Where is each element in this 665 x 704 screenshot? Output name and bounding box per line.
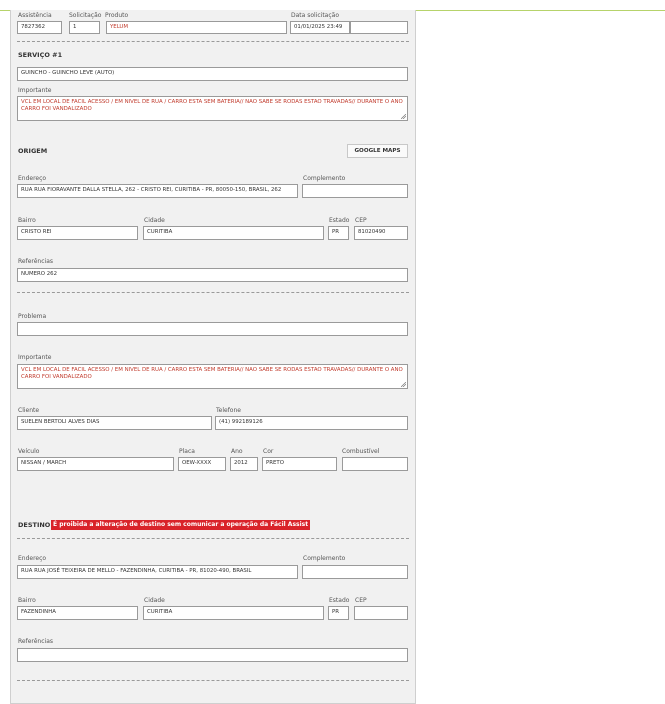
combustivel-field[interactable] <box>342 457 408 471</box>
data-solicitacao-label: Data solicitação <box>291 12 340 19</box>
servico-importante-label: Importante <box>18 87 52 94</box>
ano-label: Ano <box>231 448 243 455</box>
combustivel-label: Combustível <box>342 448 380 455</box>
destino-bairro-field[interactable]: FAZENDINHA <box>17 606 138 620</box>
destino-complemento-field[interactable] <box>302 565 408 579</box>
destino-complemento-label: Complemento <box>303 555 346 562</box>
destino-cep-label: CEP <box>355 597 367 604</box>
assistencia-field[interactable]: 7827362 <box>17 21 62 34</box>
service-form-panel <box>10 10 416 704</box>
produto-field[interactable]: YELUM <box>106 21 287 34</box>
origem-bairro-field[interactable]: CRISTO REI <box>17 226 138 240</box>
origem-endereco-field[interactable]: RUA RUA FIORAVANTE DALLA STELLA, 262 - CRISTO REI, CURITIBA - PR, 80050-150, BRASIL, 262 <box>17 184 298 198</box>
destino-referencias-field[interactable] <box>17 648 408 662</box>
origem-estado-label: Estado <box>329 217 350 224</box>
importante-label: Importante <box>18 354 52 361</box>
hora-field[interactable] <box>350 21 408 34</box>
solicitacao-field[interactable]: 1 <box>69 21 100 34</box>
cor-label: Cor <box>263 448 274 455</box>
placa-label: Placa <box>179 448 195 455</box>
origem-title: ORIGEM <box>18 147 48 155</box>
destino-cep-field[interactable] <box>354 606 408 620</box>
veiculo-label: Veículo <box>18 448 40 455</box>
servico-title: SERVIÇO #1 <box>18 51 63 59</box>
origem-cidade-label: Cidade <box>144 217 165 224</box>
destino-estado-label: Estado <box>329 597 350 604</box>
problema-field[interactable] <box>17 322 408 336</box>
cliente-label: Cliente <box>18 407 40 414</box>
destino-estado-field[interactable]: PR <box>328 606 349 620</box>
destino-endereco-field[interactable]: RUA RUA JOSÉ TEIXEIRA DE MELLO - FAZENDINHA, CURITIBA - PR, 81020-490, BRASIL <box>17 565 298 579</box>
resize-grip-icon[interactable] <box>401 382 406 387</box>
destino-referencias-label: Referências <box>18 638 53 645</box>
importante-textarea[interactable] <box>17 364 408 389</box>
problema-label: Problema <box>18 313 47 320</box>
origem-bairro-label: Bairro <box>18 217 36 224</box>
origem-cidade-field[interactable]: CURITIBA <box>143 226 324 240</box>
solicitacao-label: Solicitação <box>69 12 102 19</box>
importante-text: VCL EM LOCAL DE FACIL ACESSO / EM NIVEL DE RUA / CARRO ESTA SEM BATERIA// NAO SABE SE RODAS ESTAO TRAVADAS// DURANTE O ANO CARRO FOI VANDALIZADO <box>21 367 403 380</box>
data-solicitacao-field[interactable]: 01/01/2025 23:49 <box>290 21 350 34</box>
origem-complemento-label: Complemento <box>303 175 346 182</box>
origem-referencias-field[interactable]: NUMERO 262 <box>17 268 408 282</box>
origem-cep-field[interactable]: 81020490 <box>354 226 408 240</box>
telefone-field[interactable]: (41) 992189126 <box>215 416 408 430</box>
destino-cidade-field[interactable]: CURITIBA <box>143 606 324 620</box>
servico-importante-text: VCL EM LOCAL DE FACIL ACESSO / EM NIVEL DE RUA / CARRO ESTA SEM BATERIA// NAO SABE SE RODAS ESTAO TRAVADAS// DURANTE O ANO CARRO FOI VANDALIZADO <box>21 99 403 112</box>
destino-endereco-label: Endereço <box>18 555 47 562</box>
destino-warning-badge: É proibida a alteração de destino sem comunicar a operação da Fácil Assist <box>53 521 309 528</box>
veiculo-field[interactable]: NISSAN / MARCH <box>17 457 174 471</box>
divider <box>17 292 409 293</box>
destino-bairro-label: Bairro <box>18 597 36 604</box>
destino-cidade-label: Cidade <box>144 597 165 604</box>
divider <box>17 538 409 539</box>
servico-importante-textarea[interactable] <box>17 96 408 121</box>
origem-endereco-label: Endereço <box>18 175 47 182</box>
divider <box>17 680 409 681</box>
origem-referencias-label: Referências <box>18 258 53 265</box>
origem-estado-field[interactable]: PR <box>328 226 349 240</box>
placa-field[interactable]: OEW-XXXX <box>178 457 226 471</box>
resize-grip-icon[interactable] <box>401 114 406 119</box>
servico-field[interactable]: GUINCHO - GUINCHO LEVE (AUTO) <box>17 67 408 81</box>
assistencia-label: Assistência <box>18 12 52 19</box>
cor-field[interactable]: PRETO <box>262 457 337 471</box>
origem-cep-label: CEP <box>355 217 367 224</box>
produto-label: Produto <box>105 12 129 19</box>
divider <box>17 41 409 42</box>
ano-field[interactable]: 2012 <box>230 457 258 471</box>
google-maps-button[interactable]: GOOGLE MAPS <box>347 144 408 158</box>
cliente-field[interactable]: SUELEN BERTOLI ALVES DIAS <box>17 416 212 430</box>
telefone-label: Telefone <box>216 407 241 414</box>
origem-complemento-field[interactable] <box>302 184 408 198</box>
destino-title: DESTINO <box>18 521 51 529</box>
